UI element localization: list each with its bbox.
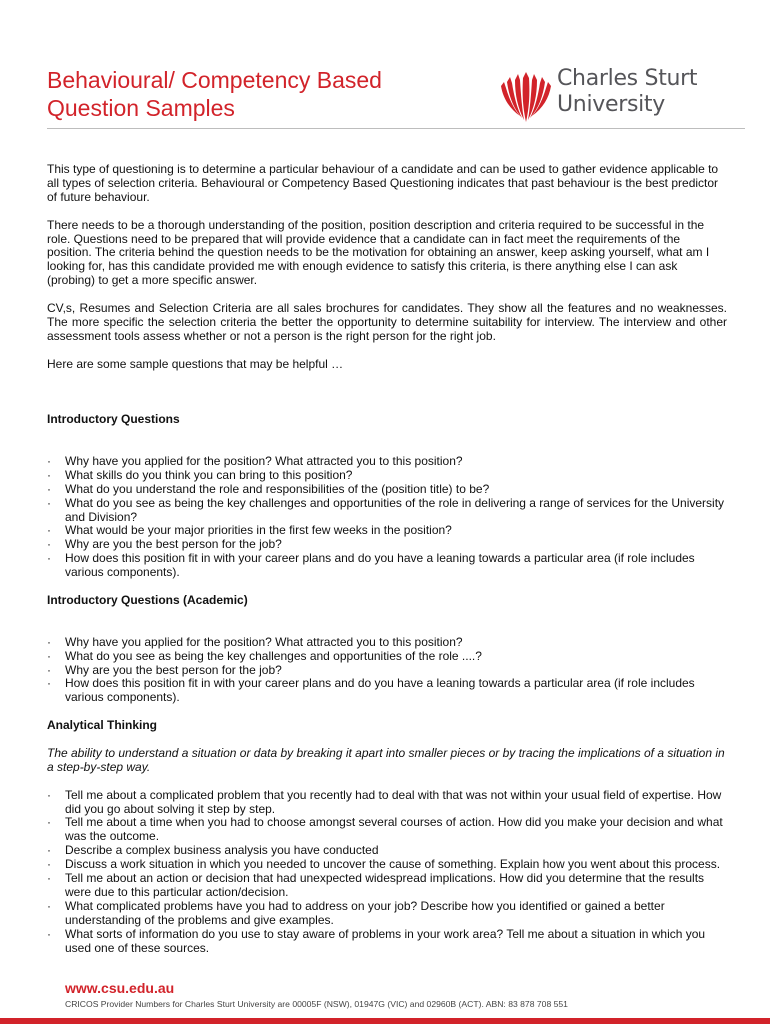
question-item (47, 469, 727, 483)
question-text: Why are you the best person for the job? (65, 662, 282, 677)
question-item (47, 844, 727, 858)
bullet-icon: · (47, 453, 51, 468)
bullet-icon: · (47, 537, 51, 552)
question-text: What sorts of information do you use to stay aware of problems in your work area? Tell me about a situation in which you used one of these sources. (65, 926, 706, 955)
bullet-icon: · (47, 787, 51, 802)
question-text: Discuss a work situation in which you needed to uncover the cause of something. Explain how you went about this process. (65, 857, 721, 872)
question-item (47, 524, 727, 538)
question-text: Tell me about a complicated problem that you recently had to deal with that was not within your usual field of expertise. How did you go about solving it step by step. (65, 787, 722, 816)
question-item (47, 650, 727, 664)
waratah-logo-icon (501, 68, 551, 124)
bullet-icon: · (47, 898, 51, 913)
document-body (47, 163, 727, 956)
question-item (47, 789, 727, 817)
bullet-icon: · (47, 648, 51, 663)
bullet-icon: · (47, 676, 51, 691)
question-text: How does this position fit in with your career plans and do you have a leaning towards a particular area (if role includes various components). (65, 551, 695, 580)
question-list-analytical-thinking (47, 789, 727, 956)
question-list-introductory-academic (47, 636, 727, 706)
bullet-icon: · (47, 523, 51, 538)
bullet-icon: · (47, 551, 51, 566)
intro-paragraph-1: This type of questioning is to determine a particular behaviour of a candidate and can be used to gather evidence applicable to all types of selection criteria. Behavioural or Competency Based Questioning indicates that past behaviour is the best predictor of future behaviour. (47, 162, 719, 204)
intro-paragraph-2: There needs to be a thorough understanding of the position, position description and criteria required to be successful in the role. Questions need to be prepared that will provide evidence that a candidate can in fact meet the requirements of the position. The criteria behind the question needs to be the motivation for obtaining an answer, keep asking yourself, what am I looking for, has this candidate provided me with enough evidence to satisfy this criteria, is there anything else I can ask (probing) to get a more specific answer. (47, 217, 710, 288)
question-text: What do you understand the role and responsibilities of the (position title) to be? (65, 481, 490, 496)
bullet-icon: · (47, 815, 51, 830)
question-item (47, 664, 727, 678)
question-text: Describe a complex business analysis you have conducted (65, 843, 379, 858)
page-title-line1: Behavioural/ Competency Based (47, 67, 382, 93)
spacer (47, 385, 727, 399)
bullet-icon: · (47, 857, 51, 872)
bullet-icon: · (47, 467, 51, 482)
question-text: How does this position fit in with your career plans and do you have a leaning towards a particular area (if role includes various components). (65, 676, 695, 705)
bullet-icon: · (47, 843, 51, 858)
question-item (47, 872, 727, 900)
question-item (47, 538, 727, 552)
question-item (47, 677, 727, 705)
spacer (47, 427, 727, 441)
spacer (47, 608, 727, 622)
bullet-icon: · (47, 926, 51, 941)
question-item (47, 455, 727, 469)
question-text: What skills do you think you can bring to this position? (65, 467, 353, 482)
question-list-introductory (47, 455, 727, 580)
question-text: Why have you applied for the position? What attracted you to this position? (65, 634, 463, 649)
section-heading-analytical-thinking: Analytical Thinking (47, 718, 158, 733)
question-text: What complicated problems have you had to address on your job? Describe how you identified or gained a better understanding of the problems and give examples. (65, 898, 665, 927)
intro-paragraph-4: Here are some sample questions that may be helpful … (47, 356, 344, 371)
bullet-icon: · (47, 495, 51, 510)
question-item (47, 858, 727, 872)
page-title-line2: Question Samples (47, 95, 235, 121)
bullet-icon: · (47, 481, 51, 496)
question-text: Why are you the best person for the job? (65, 537, 282, 552)
bullet-icon: · (47, 634, 51, 649)
section-heading-introductory: Introductory Questions (47, 412, 180, 427)
footer-website-link[interactable]: www.csu.edu.au (65, 980, 175, 996)
question-item (47, 816, 727, 844)
logo-wordmark (557, 66, 697, 118)
intro-paragraph-3: CV,s, Resumes and Selection Criteria are all sales brochures for candidates. They show all the features and no weaknesses. The more specific the selection criteria the better the opportunity to determine suitability for interview. The interview and other assessment tools assess whether or not a person is the right person for the right job. (47, 301, 727, 343)
page-title (47, 66, 467, 122)
bullet-icon: · (47, 662, 51, 677)
logo-line2: University (557, 92, 665, 117)
question-item (47, 928, 727, 956)
header-divider (47, 128, 745, 129)
section-heading-introductory-academic: Introductory Questions (Academic) (47, 593, 248, 607)
spacer (47, 733, 727, 747)
question-item (47, 900, 727, 928)
section-description-analytical-thinking: The ability to understand a situation or data by breaking it apart into smaller pieces or by tracing the implications of a situation in a step-by-step way. (47, 745, 725, 774)
bullet-icon: · (47, 871, 51, 886)
question-item (47, 497, 727, 525)
university-logo (501, 66, 741, 126)
question-text: Tell me about an action or decision that had unexpected widespread implications. How did you determine that the results were due to this particular action/decision. (65, 871, 705, 899)
question-text: Tell me about a time when you had to choose amongst several courses of action. How did you make your decision and what was the outcome. (65, 815, 723, 844)
spacer (47, 705, 727, 719)
question-item (47, 483, 727, 497)
spacer (47, 580, 727, 594)
question-item (47, 552, 727, 580)
question-text: What do you see as being the key challenges and opportunities of the role ....? (65, 648, 482, 663)
question-text: Why have you applied for the position? What attracted you to this position? (65, 453, 463, 468)
logo-line1: Charles Sturt (557, 66, 698, 91)
footer-cricos-text: CRICOS Provider Numbers for Charles Sturt University are 00005F (NSW), 01947G (VIC) and 02960B (ACT). ABN: 83 878 708 551 (65, 999, 568, 1009)
footer-red-bar (0, 1018, 770, 1024)
question-item (47, 636, 727, 650)
question-text: What would be your major priorities in the first few weeks in the position? (65, 523, 452, 538)
question-text: What do you see as being the key challenges and opportunities of the role in delivering a range of services for the University and Division? (65, 495, 725, 524)
